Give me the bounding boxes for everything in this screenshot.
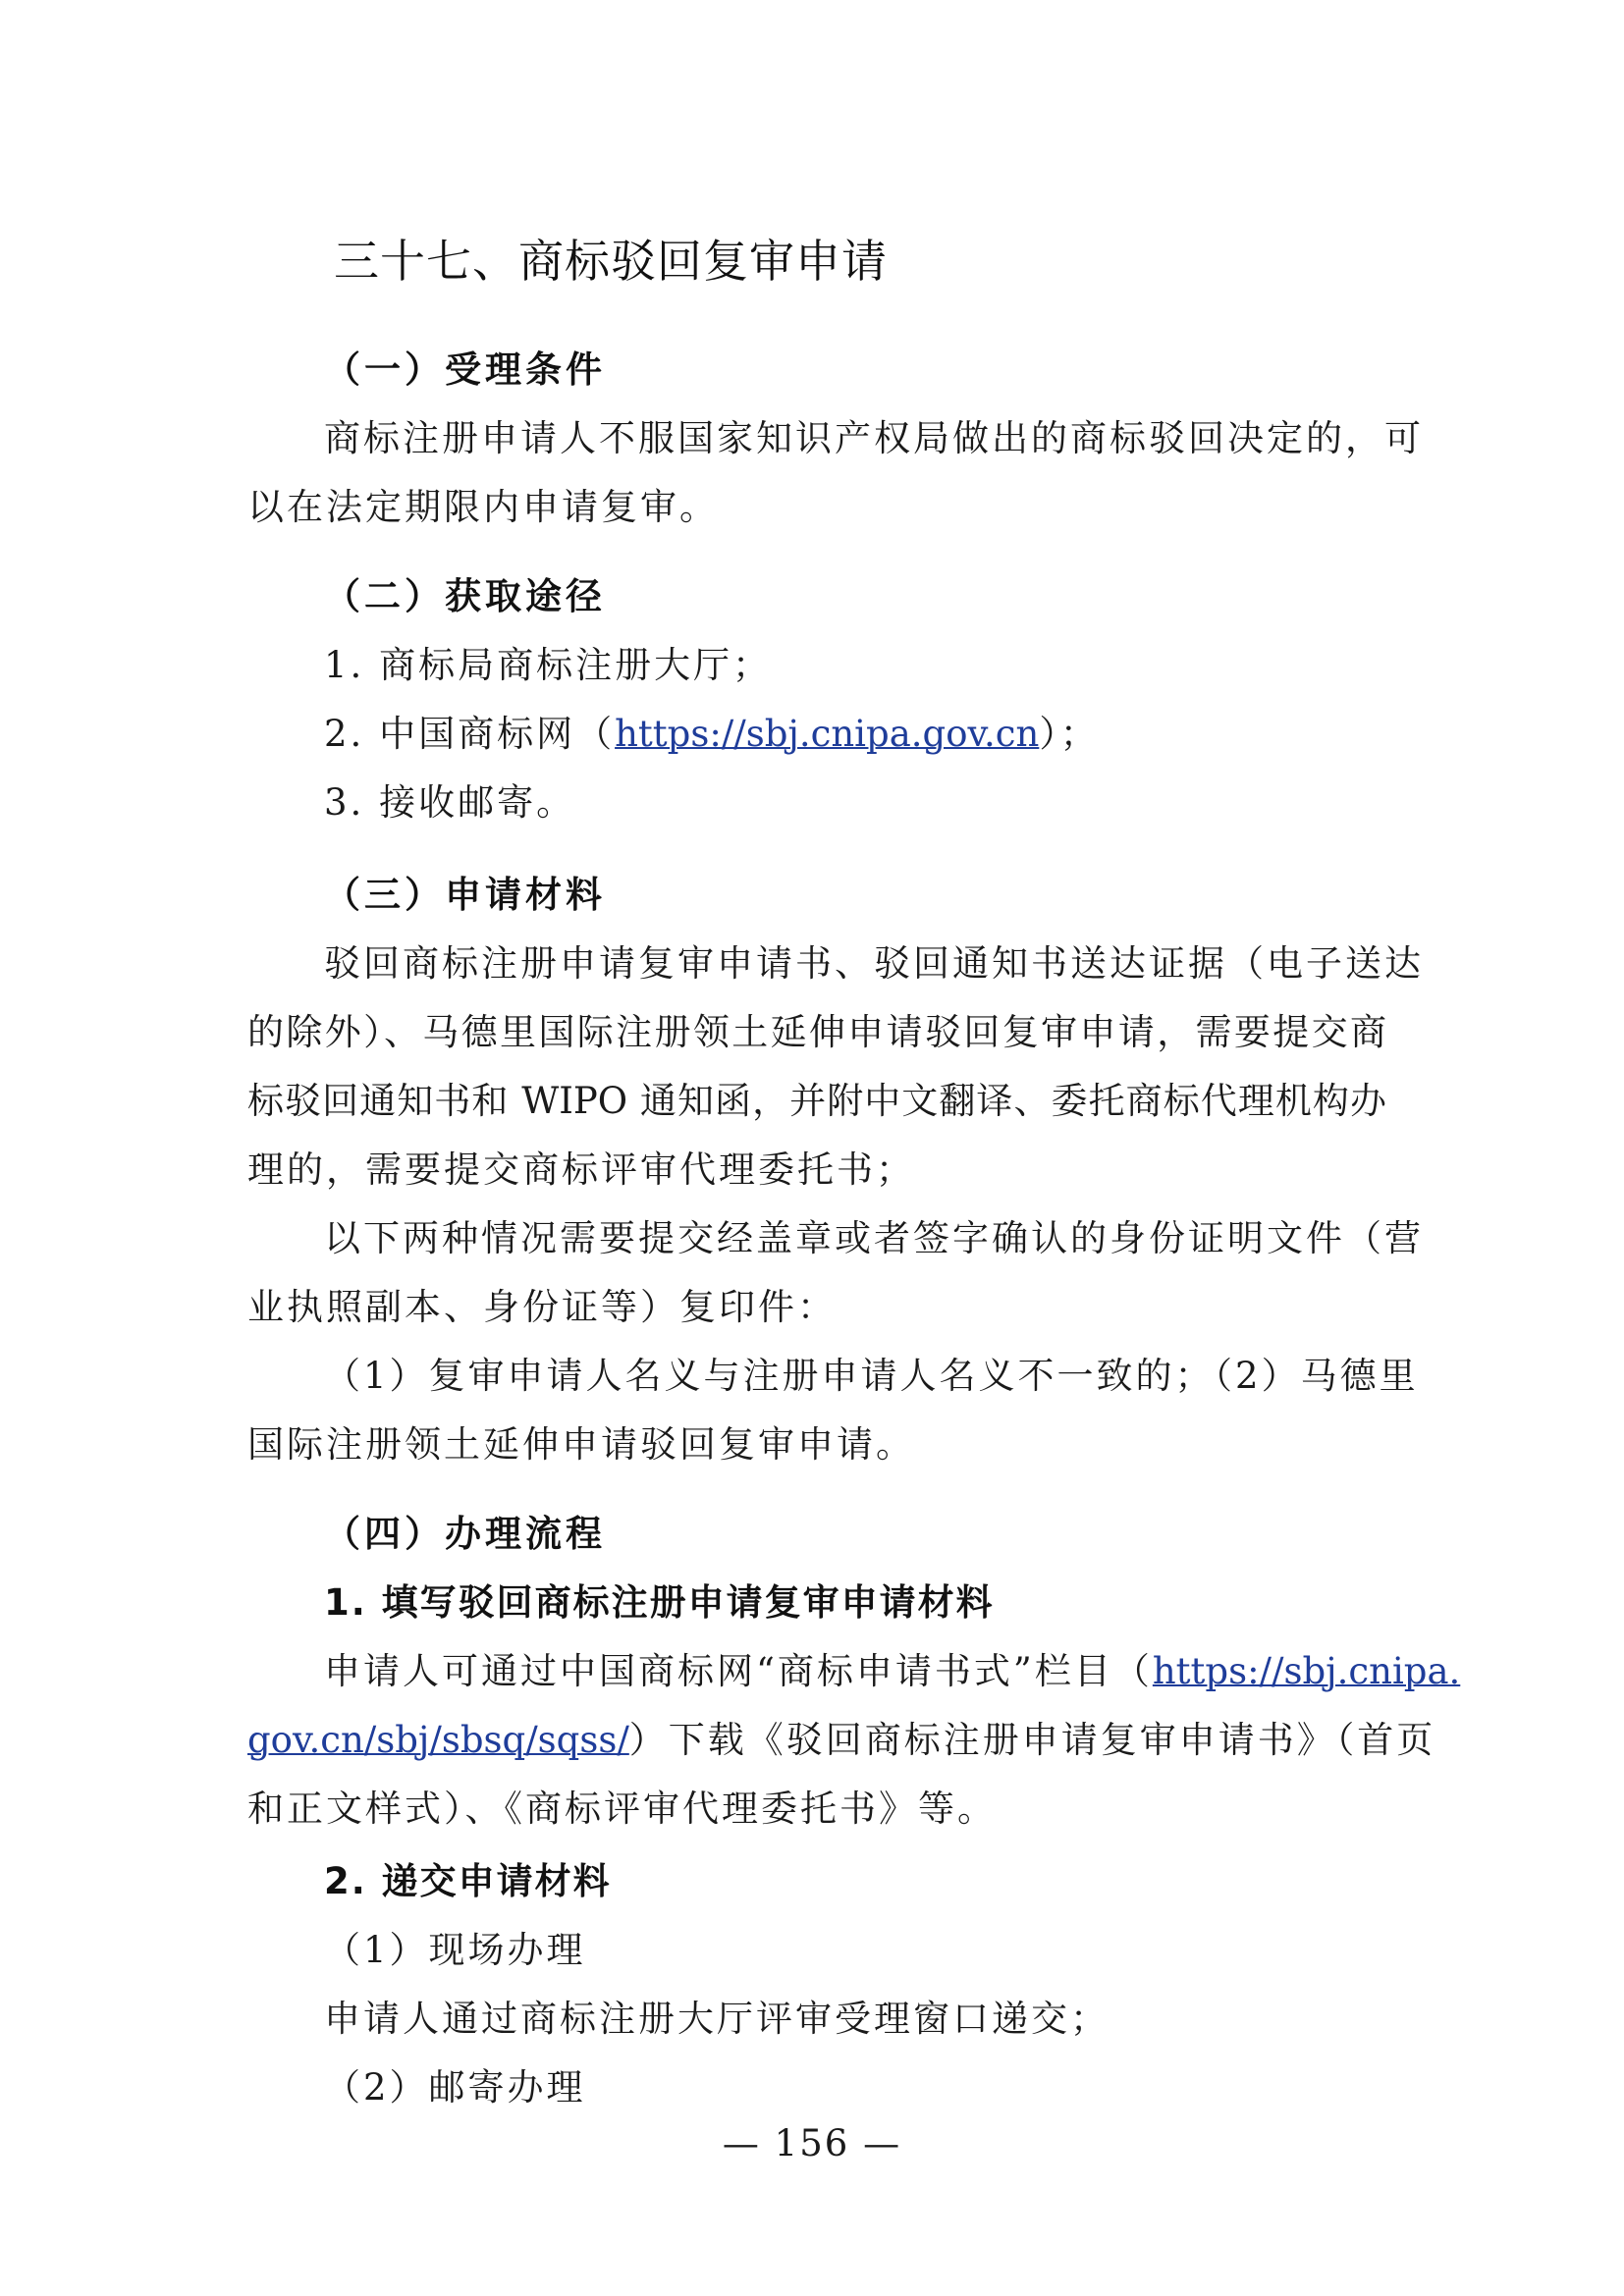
page-number: — 156 — xyxy=(722,2122,902,2164)
paragraph-line: 申请人通过商标注册大厅评审受理窗口递交； xyxy=(324,1998,1110,2040)
paragraph-line xyxy=(247,1719,1436,1761)
paragraph-line: 国际注册领土延伸申请驳回复审申请。 xyxy=(247,1423,915,1466)
form-download-link-cont[interactable]: gov.cn/sbj/sbsq/sqss/ xyxy=(247,1719,629,1761)
step-heading-fill-form: 1. 填写驳回商标注册申请复审申请材料 xyxy=(324,1581,995,1624)
paragraph-line: 和正文样式）、《商标评审代理委托书》等。 xyxy=(247,1788,997,1830)
paragraph-line: 商标注册申请人不服国家知识产权局做出的商标驳回决定的，可 xyxy=(324,417,1424,459)
list-item-text: ）； xyxy=(1039,713,1100,755)
paragraph-line: 以在法定期限内申请复审。 xyxy=(247,486,719,528)
paragraph-line: 理的，需要提交商标评审代理委托书； xyxy=(247,1148,915,1191)
form-download-link[interactable]: https://sbj.cnipa. xyxy=(1152,1650,1461,1692)
paragraph-line: 驳回商标注册申请复审申请书、驳回通知书送达证据（电子送达 xyxy=(324,942,1424,985)
section-heading-procedure: （四）办理流程 xyxy=(324,1513,606,1555)
paragraph-line: 业执照副本、身份证等）复印件： xyxy=(247,1286,837,1328)
paragraph-text: 申请人可通过中国商标网“商标申请书式”栏目（ xyxy=(324,1650,1153,1692)
paragraph-line: （1）复审申请人名义与注册申请人名义不一致的；（2）马德里 xyxy=(324,1355,1419,1397)
list-item: 1. 商标局商标注册大厅； xyxy=(324,644,773,686)
paragraph-line: 标驳回通知书和 WIPO 通知函，并附中文翻译、委托商标代理机构办 xyxy=(247,1080,1386,1122)
paragraph-text: ）下载《驳回商标注册申请复审申请书》（首页 xyxy=(628,1719,1436,1761)
sub-heading: （2）邮寄办理 xyxy=(324,2066,586,2109)
paragraph-line xyxy=(324,1650,1461,1692)
list-item: 3. 接收邮寄。 xyxy=(324,781,576,824)
page-title: 三十七、商标驳回复审申请 xyxy=(334,235,888,288)
list-item xyxy=(324,713,1100,755)
section-heading-materials: （三）申请材料 xyxy=(324,874,606,916)
cnipa-link[interactable]: https://sbj.cnipa.gov.cn xyxy=(615,713,1040,755)
paragraph-line: 的除外）、马德里国际注册领土延伸申请驳回复审申请，需要提交商 xyxy=(247,1011,1386,1053)
section-heading-access: （二）获取途径 xyxy=(324,575,606,617)
section-heading-acceptance: （一）受理条件 xyxy=(324,348,606,391)
paragraph-line: 以下两种情况需要提交经盖章或者签字确认的身份证明文件（营 xyxy=(324,1217,1424,1259)
sub-heading: （1）现场办理 xyxy=(324,1929,586,1971)
list-item-text: 2. 中国商标网（ xyxy=(324,713,616,755)
step-heading-submit: 2. 递交申请材料 xyxy=(324,1860,612,1902)
